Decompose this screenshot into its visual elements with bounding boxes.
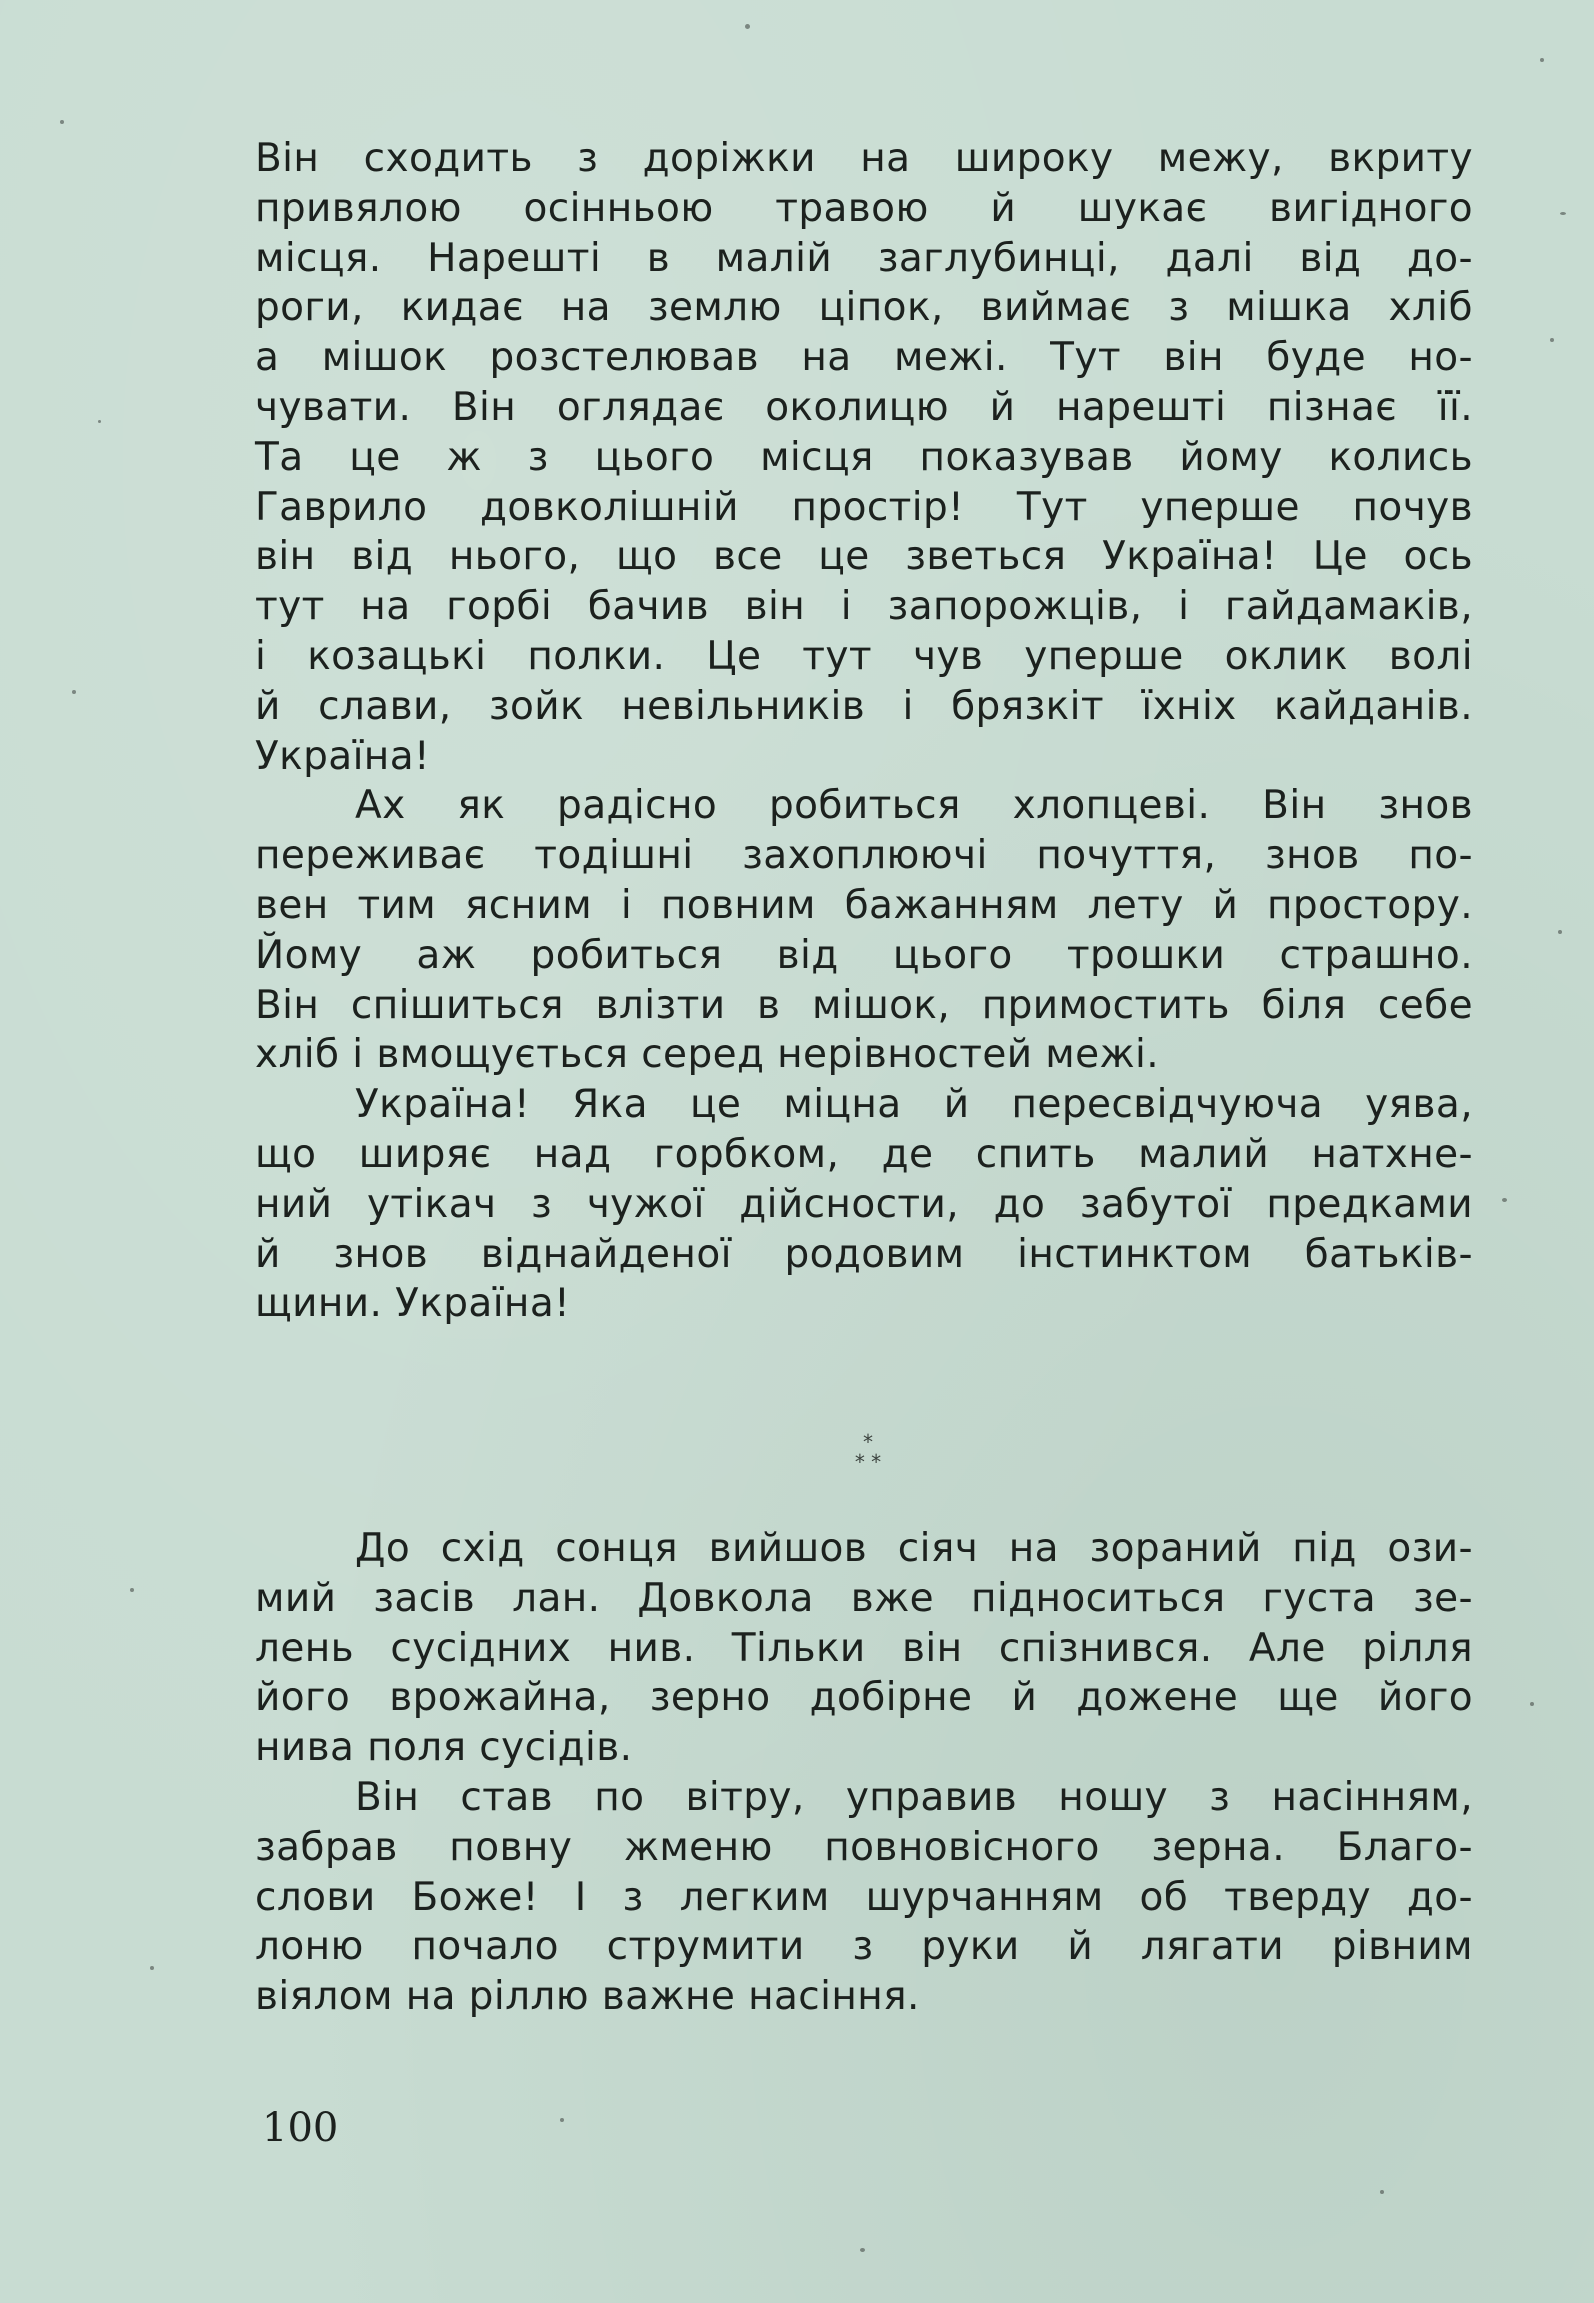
text-section-1 [255, 134, 1473, 1329]
text-line: і козацькі полки. Це тут чув уперше оклик волі [255, 633, 1473, 679]
paragraph-start-line: Ах як радісно робиться хлопцеві. Він знов [355, 783, 1473, 829]
paper-speck [1380, 2190, 1384, 2194]
paragraph-start-line: До схід сонця вийшов сіяч на зораний під ози- [355, 1526, 1473, 1571]
paper-speck [98, 420, 101, 423]
paper-speck [1540, 58, 1544, 62]
paper-speck [1530, 1702, 1534, 1706]
paper-speck [150, 1966, 154, 1970]
text-line: мий засів лан. Довкола вже підноситься густа зе- [255, 1575, 1473, 1621]
paper-speck [860, 2248, 865, 2252]
paper-speck [1550, 338, 1554, 342]
text-line: й слави, зойк невільників і брязкіт їхніх кайданів. [255, 683, 1473, 729]
text-line: роги, кидає на землю ціпок, виймає з мішка хліб [255, 285, 1473, 331]
text-line: лоню почало струмити з руки й лягати рівним [255, 1924, 1473, 1970]
text-line: тут на горбі бачив він і запорожців, і гайдамаків, [255, 584, 1473, 630]
text-line: хліб і вмощується серед нерівностей межі. [255, 1032, 1160, 1078]
text-line: його врожайна, зерно добірне й дожене ще його [255, 1675, 1473, 1721]
text-section-2 [255, 1524, 1473, 2022]
text-line: й знов віднайденої родовим інстинктом батьків- [255, 1231, 1473, 1277]
text-line: чувати. Він оглядає околицю й нарешті пізнає її. [255, 384, 1473, 430]
text-line: він від нього, що все це зветься Україна! Це ось [255, 534, 1473, 580]
paper-speck [1560, 212, 1566, 215]
text-line: переживає тодішні захоплюючі почуття, знов по- [255, 833, 1473, 879]
paragraph-start-line: Він став по вітру, управив ношу з насінням, [355, 1774, 1473, 1820]
text-line: вен тим ясним і повним бажанням лету й простору. [255, 882, 1473, 928]
text-line: Він сходить з доріжки на широку межу, вкриту [255, 136, 1473, 181]
text-line: ний утікач з чужої дійсности, до забутої предками [255, 1181, 1473, 1227]
paper-speck [1558, 930, 1562, 934]
text-line: місця. Нарешті в малій заглубинці, далі від до- [255, 235, 1473, 281]
text-line: привялою осінньою травою й шукає вигідного [255, 185, 1473, 231]
paper-speck [130, 1588, 134, 1592]
text-line: забрав повну жменю повновісного зерна. Благо- [255, 1824, 1473, 1870]
text-line: Він спішиться влізти в мішок, примостить біля себе [255, 982, 1473, 1028]
text-line: а мішок розстелював на межі. Тут він буде но- [255, 335, 1473, 381]
text-line: що ширяє над горбком, де спить малий натхне- [255, 1131, 1473, 1177]
paper-speck [560, 2118, 564, 2122]
text-line: нива поля сусідів. [255, 1725, 633, 1771]
text-line: Гаврило довколішній простір! Тут уперше почув [255, 484, 1473, 530]
text-line: Йому аж робиться від цього трошки страшно. [255, 932, 1473, 978]
paper-speck [1502, 1198, 1507, 1202]
page-number: 100 [262, 2105, 339, 2151]
text-line: лень сусідних нив. Тільки він спізнився. Але рілля [255, 1625, 1473, 1671]
paper-speck [745, 24, 750, 29]
section-divider-asterism [838, 1432, 898, 1476]
paper-speck [72, 690, 76, 694]
text-line: слови Боже! І з легким шурчанням об тверду до- [255, 1874, 1473, 1920]
paragraph-start-line: Україна! Яка це міцна й пересвідчуюча уява, [355, 1082, 1473, 1128]
paper-speck [60, 120, 64, 124]
text-line: Та це ж з цього місця показував йому колись [255, 434, 1473, 480]
text-line: Україна! [255, 733, 431, 779]
asterism-top: * [863, 1430, 873, 1454]
text-line: віялом на ріллю важне насіння. [255, 1974, 920, 2020]
asterism-bottom: * * [854, 1450, 882, 1474]
text-line: щини. Україна! [255, 1281, 571, 1327]
